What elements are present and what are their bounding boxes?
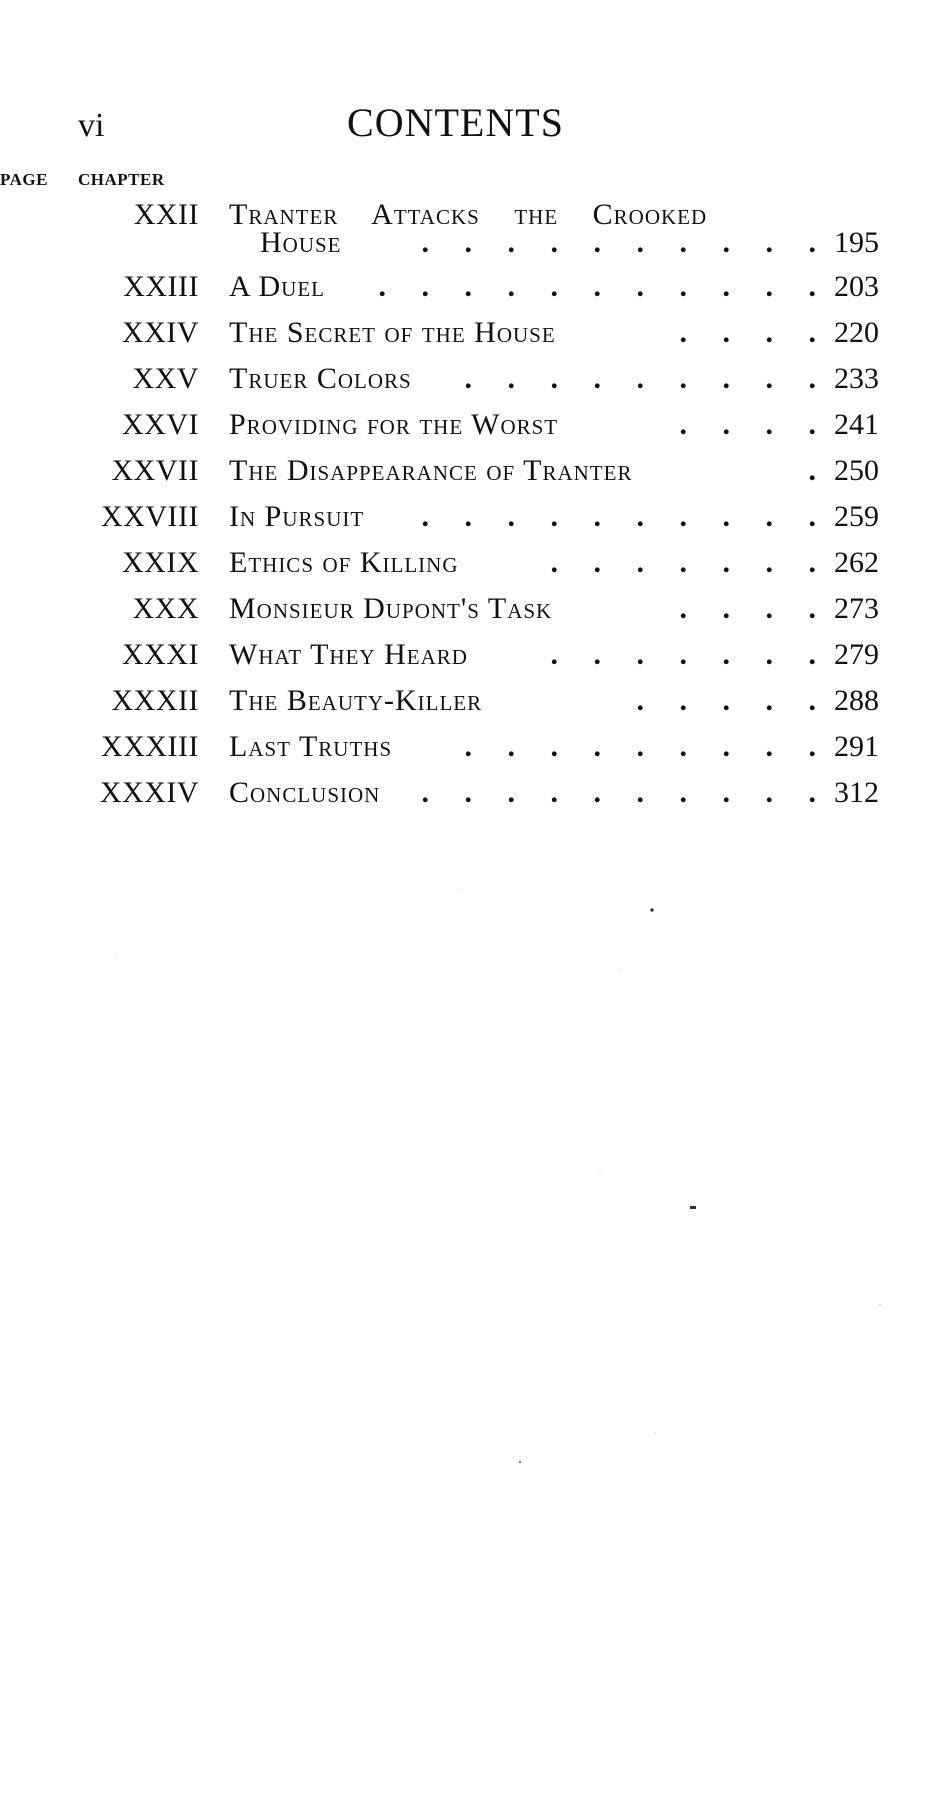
chapter-title: Truer Colors: [229, 362, 412, 395]
page-number: 259: [834, 500, 879, 533]
dot-leader: . . . .: [679, 408, 830, 441]
dot-leader: . . . . . . . . . .: [421, 500, 830, 533]
chapter-title: Last Truths: [229, 730, 393, 763]
dot-leader: . . . . . . . . . .: [421, 226, 830, 259]
chapter-title: Tranter Attacks the Crooked: [229, 198, 708, 231]
chapter-number: XXVII: [111, 454, 199, 487]
chapter-column-heading: CHAPTER: [78, 170, 165, 189]
chapter-title: In Pursuit: [229, 500, 365, 533]
chapter-number: XXIV: [122, 316, 199, 349]
chapter-title: A Duel: [229, 270, 325, 303]
chapter-number: XXV: [132, 362, 199, 395]
dot-leader: .: [808, 454, 830, 487]
page-number: 195: [834, 226, 879, 259]
page-number: 241: [834, 408, 879, 441]
dot-leader: . . . .: [679, 592, 830, 625]
dot-leader: . . . . . . . . . .: [421, 776, 830, 809]
dot-leader: . . . . . . . . .: [464, 730, 830, 763]
speck: [599, 1169, 600, 1170]
speck: [650, 908, 653, 911]
page-number: 233: [834, 362, 879, 395]
page-number: 220: [834, 316, 879, 349]
page-number: 273: [834, 592, 879, 625]
chapter-number: XXXIV: [99, 776, 199, 809]
dot-leader: . . . . . . . . .: [464, 362, 830, 395]
dot-leader: . . . . . . . . . . .: [378, 270, 830, 303]
page-number: 312: [834, 776, 879, 809]
chapter-number: XXVIII: [101, 500, 199, 533]
chapter-title-continued: House: [260, 226, 342, 259]
speck: [690, 1206, 696, 1209]
chapter-title: The Beauty-Killer: [229, 684, 483, 717]
page-number: 250: [834, 454, 879, 487]
page-folio: vi: [78, 107, 105, 144]
chapter-title: Monsieur Dupont's Task: [229, 592, 553, 625]
chapter-title: Ethics of Killing: [229, 546, 459, 579]
chapter-title: What They Heard: [229, 638, 468, 671]
chapter-title: The Disappearance of Tranter: [229, 454, 633, 487]
page-number: 288: [834, 684, 879, 717]
chapter-title: The Secret of the House: [229, 316, 556, 349]
speck: [654, 1432, 655, 1433]
chapter-number: XXII: [133, 198, 199, 231]
dot-leader: . . . .: [679, 316, 830, 349]
speck: [619, 969, 620, 970]
page-number: 279: [834, 638, 879, 671]
dot-leader: . . . . . . .: [550, 638, 830, 671]
chapter-number: XXVI: [122, 408, 199, 441]
page-column-heading: PAGE: [0, 170, 48, 189]
chapter-number: XXXI: [122, 638, 199, 671]
page-number: 291: [834, 730, 879, 763]
chapter-number: XXIX: [122, 546, 199, 579]
page-title-text: CONTENTS: [347, 100, 564, 145]
chapter-title: Providing for the Worst: [229, 408, 559, 441]
page-number: 262: [834, 546, 879, 579]
page-number: 203: [834, 270, 879, 303]
dot-leader: . . . . .: [636, 684, 830, 717]
chapter-number: XXXII: [111, 684, 199, 717]
dot-leader: . . . . . . .: [550, 546, 830, 579]
speck: [879, 1304, 881, 1306]
speck: [519, 1461, 521, 1463]
chapter-number: XXIII: [123, 270, 199, 303]
speck: [114, 954, 115, 955]
chapter-number: XXX: [132, 592, 199, 625]
chapter-title: Conclusion: [229, 776, 381, 809]
speck: [461, 889, 462, 890]
chapter-number: XXXIII: [101, 730, 199, 763]
